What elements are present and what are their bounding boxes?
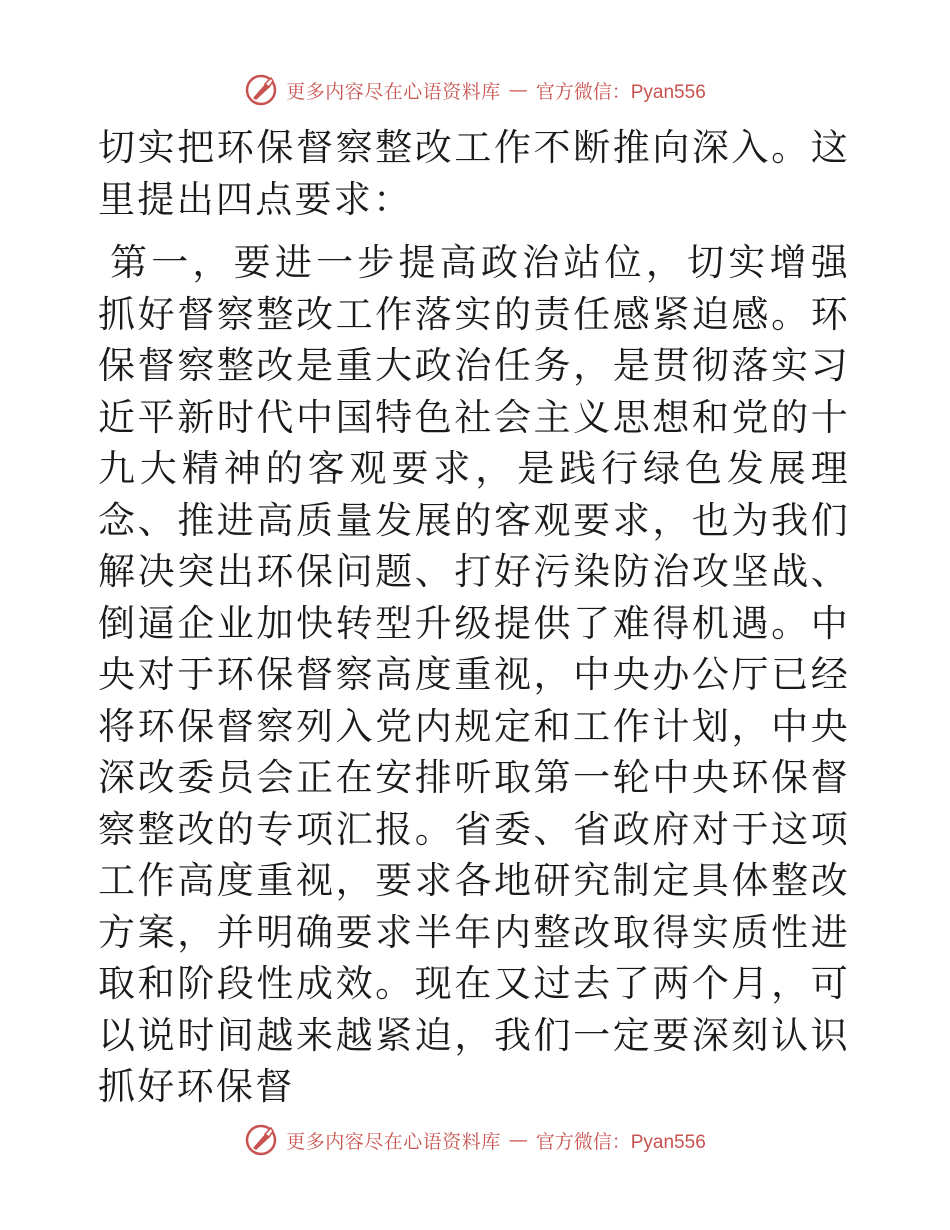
footer-banner-text: 更多内容尽在心语资料库 bbox=[286, 1130, 501, 1153]
footer-banner bbox=[0, 1120, 950, 1160]
paragraph-intro: 切实把环保督察整改工作不断推向深入。这里提出四点要求： bbox=[98, 126, 850, 221]
document-body bbox=[98, 122, 850, 1113]
pen-nib-logo-icon bbox=[244, 1123, 278, 1157]
header-banner bbox=[0, 70, 950, 110]
header-banner-text: 更多内容尽在心语资料库 bbox=[286, 80, 501, 103]
pen-nib-logo-icon bbox=[244, 73, 278, 107]
paragraph-first-point: 第一，要进一步提高政治站位，切实增强抓好督察整改工作落实的责任感紧迫感。环保督察整改是重大政治任务，是贯彻落实习近平新时代中国特色社会主义思想和党的十九大精神的客观要求，是践行绿色发展理念、推进高质量发展的客观要求，也为我们解决突出环保问题、打好污染防治攻坚战、倒逼企业加快转型升级提供了难得机遇。中央对于环保督察高度重视，中央办公厅已经将环保督察列入党内规定和工作计划，中央深改委员会正在安排听取第一轮中央环保督察整改的专项汇报。省委、省政府对于这项工作高度重视，要求各地研究制定具体整改方案，并明确要求半年内整改取得实质性进取和阶段性成效。现在又过去了两个月，可以说时间越来越紧迫，我们一定要深刻认识抓好环保督 bbox=[98, 241, 850, 1108]
header-banner-separator: — bbox=[508, 79, 528, 101]
footer-banner-separator: — bbox=[508, 1129, 528, 1151]
header-banner-wechat: 官方微信：Pyan556 bbox=[535, 81, 706, 103]
footer-banner-wechat: 官方微信：Pyan556 bbox=[535, 1131, 706, 1153]
